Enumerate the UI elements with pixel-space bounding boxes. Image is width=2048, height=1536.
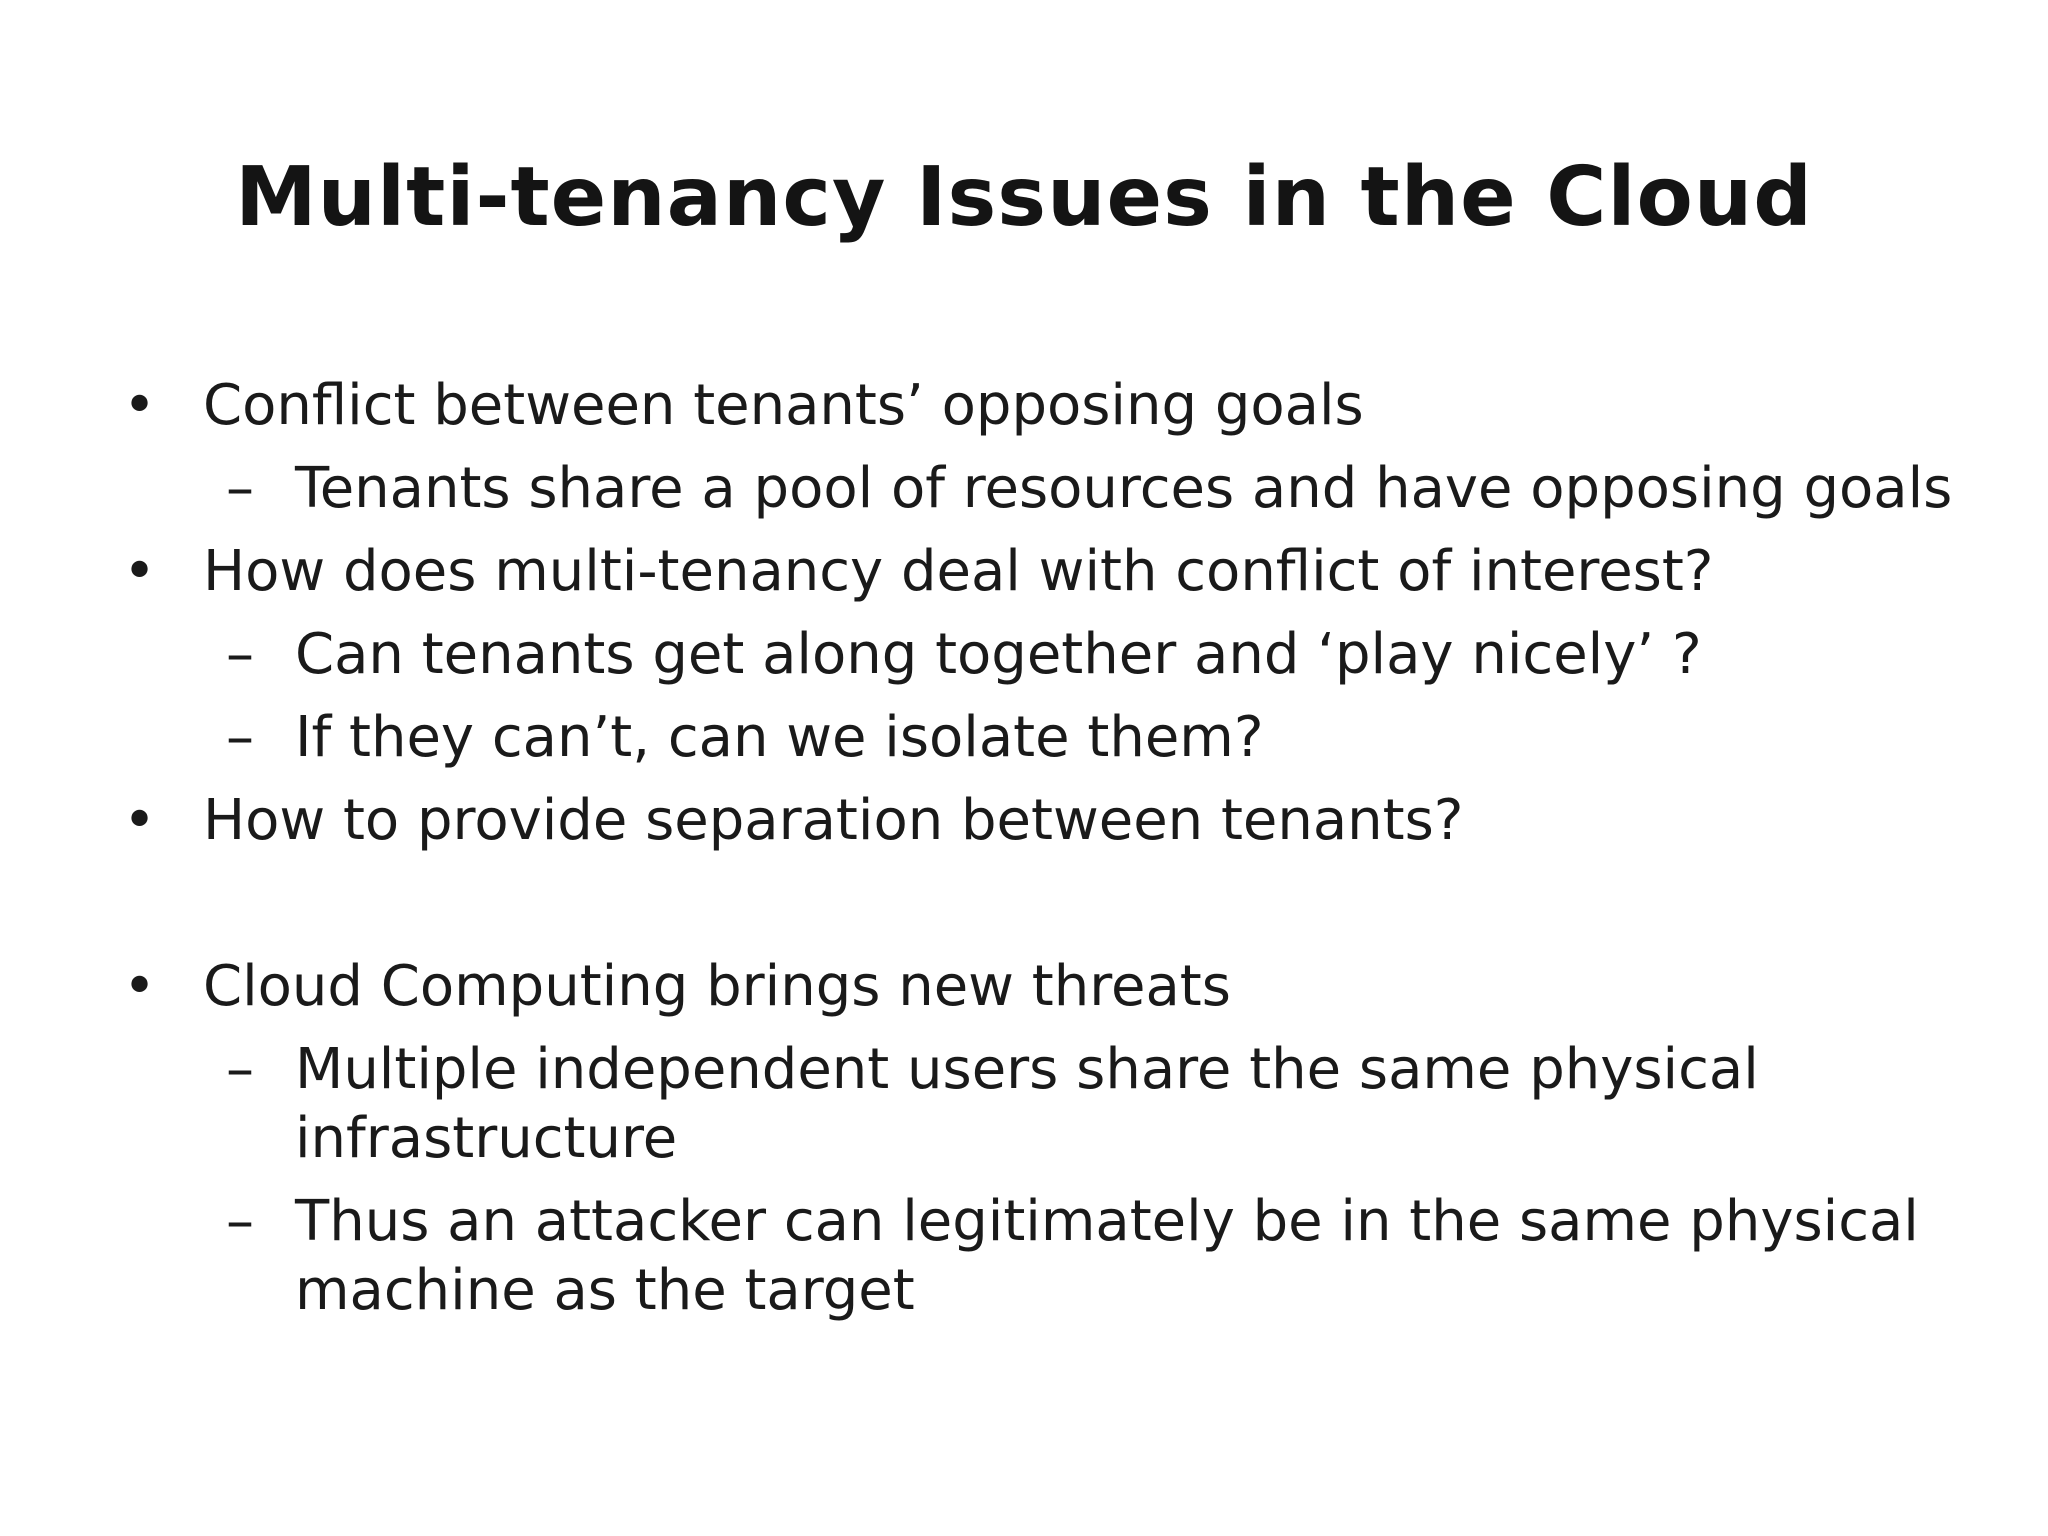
dash-marker: –	[226, 456, 254, 521]
dash-marker: –	[226, 705, 254, 770]
dash-marker: –	[226, 622, 254, 687]
bullet-marker: •	[123, 788, 157, 853]
bullet-item: Conflict between tenants’ opposing goals	[203, 373, 1364, 438]
sub-bullet-item: Thus an attacker can legitimately be in the same physical	[295, 1189, 1919, 1254]
bullet-marker: •	[123, 373, 157, 438]
dash-marker: –	[226, 1189, 254, 1254]
sub-bullet-item: If they can’t, can we isolate them?	[295, 705, 1264, 770]
sub-bullet-item-continuation: machine as the target	[295, 1258, 915, 1323]
bullet-marker: •	[123, 539, 157, 604]
bullet-item: How does multi-tenancy deal with conflict of interest?	[203, 539, 1714, 604]
bullet-item: Cloud Computing brings new threats	[203, 954, 1231, 1019]
sub-bullet-item: Multiple independent users share the same physical	[295, 1037, 1759, 1102]
sub-bullet-item: Tenants share a pool of resources and have opposing goals	[295, 456, 1953, 521]
bullet-item: How to provide separation between tenants?	[203, 788, 1464, 853]
sub-bullet-item: Can tenants get along together and ‘play nicely’ ?	[295, 622, 1702, 687]
sub-bullet-item-continuation: infrastructure	[295, 1106, 678, 1171]
slide-title: Multi-tenancy Issues in the Cloud	[235, 150, 1813, 245]
bullet-marker: •	[123, 954, 157, 1019]
dash-marker: –	[226, 1037, 254, 1102]
